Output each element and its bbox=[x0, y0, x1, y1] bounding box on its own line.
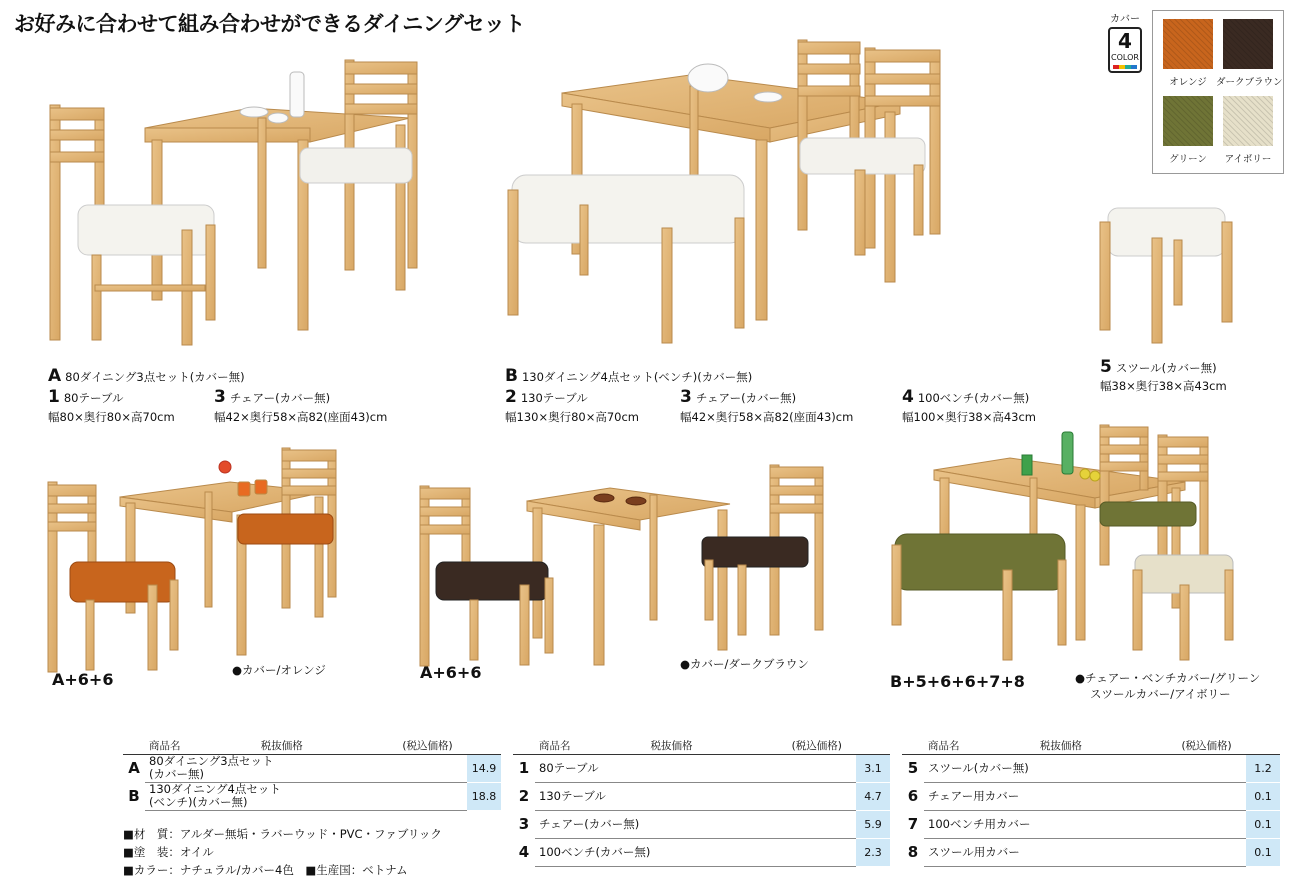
combo-3-note2: スツールカバー/アイボリー bbox=[1090, 687, 1231, 701]
item-4-dims: 幅100×奥行38×高43cm bbox=[902, 410, 1037, 424]
row-name: 130テーブル bbox=[535, 782, 856, 810]
row-name-line1: 80ダイニング3点セット bbox=[149, 754, 274, 768]
header-tax: (税込価格) bbox=[398, 738, 501, 754]
header-name: 商品名 bbox=[535, 738, 646, 754]
row-name bbox=[145, 782, 467, 810]
swatch-label: ダークブラウン bbox=[1216, 77, 1283, 88]
row-price: 0.1 bbox=[1246, 782, 1280, 810]
table-row bbox=[902, 782, 1280, 810]
item-5-label bbox=[1100, 357, 1217, 377]
table-row bbox=[513, 782, 890, 810]
product-specs bbox=[123, 825, 442, 879]
header-price: 税抜価格 bbox=[1036, 738, 1178, 754]
badge-color-word: COLOR bbox=[1111, 53, 1139, 62]
row-price: 0.1 bbox=[1246, 810, 1280, 838]
header-tax: (税込価格) bbox=[788, 738, 890, 754]
row-price: 2.3 bbox=[856, 838, 890, 866]
item-name: 100ベンチ(カバー無) bbox=[917, 391, 1030, 405]
set-b-label bbox=[505, 366, 752, 386]
row-name-line2: (ベンチ)(カバー無) bbox=[149, 795, 248, 809]
table-row bbox=[902, 838, 1280, 866]
row-name: 100ベンチ用カバー bbox=[924, 810, 1246, 838]
badge-label: カバー bbox=[1110, 14, 1140, 25]
row-code: B bbox=[128, 787, 140, 805]
row-name-line1: 130ダイニング4点セット bbox=[149, 782, 281, 796]
row-code: 4 bbox=[518, 843, 530, 861]
header-tax: (税込価格) bbox=[1177, 738, 1280, 754]
table-row bbox=[513, 754, 890, 782]
spec-color-origin bbox=[123, 861, 442, 879]
swatch-label: グリーン bbox=[1169, 154, 1207, 165]
price-table-items-1 bbox=[513, 738, 890, 867]
item-number: 3 bbox=[680, 387, 692, 407]
header-name: 商品名 bbox=[145, 738, 257, 754]
badge-count: 4 bbox=[1118, 29, 1132, 53]
item-2-dims: 幅130×奥行80×高70cm bbox=[505, 410, 640, 424]
combo-dark-brown-image bbox=[420, 465, 823, 666]
item-number: 4 bbox=[902, 387, 914, 407]
row-name-line2: (カバー無) bbox=[149, 767, 204, 781]
combo-1-note: ●カバー/オレンジ bbox=[232, 663, 326, 677]
combo-3-note: ●チェアー・ベンチカバー/グリーン bbox=[1075, 671, 1261, 685]
row-name: チェアー(カバー無) bbox=[535, 810, 856, 838]
set-b-name: 130ダイニング4点セット(ベンチ)(カバー無) bbox=[521, 370, 753, 384]
header-name: 商品名 bbox=[924, 738, 1036, 754]
item-name: チェアー(カバー無) bbox=[695, 391, 797, 405]
item-name: チェアー(カバー無) bbox=[229, 391, 331, 405]
row-price: 1.2 bbox=[1246, 754, 1280, 782]
header-price: 税抜価格 bbox=[646, 738, 787, 754]
row-price: 3.1 bbox=[856, 754, 890, 782]
item-5-dims: 幅38×奥行38×高43cm bbox=[1100, 379, 1227, 393]
table-header-row bbox=[123, 738, 501, 754]
combo-3-code: B+5+6+6+7+8 bbox=[890, 672, 1025, 691]
item-1-dims: 幅80×奥行80×高70cm bbox=[48, 410, 175, 424]
set-b-code: B bbox=[505, 366, 518, 386]
stool-image bbox=[1100, 208, 1232, 343]
item-number: 1 bbox=[48, 387, 60, 407]
row-code: 3 bbox=[518, 815, 530, 833]
table-row bbox=[513, 838, 890, 866]
page-title: お好みに合わせて組み合わせができるダイニングセット bbox=[14, 12, 525, 36]
set-a-label bbox=[48, 366, 245, 386]
item-name: スツール(カバー無) bbox=[1115, 361, 1217, 375]
row-code: A bbox=[128, 759, 140, 778]
combo-2-code: A+6+6 bbox=[420, 663, 482, 682]
table-row bbox=[902, 754, 1280, 782]
table-row bbox=[123, 782, 501, 810]
table-header-row bbox=[513, 738, 890, 754]
row-name bbox=[145, 754, 467, 782]
row-price: 5.9 bbox=[856, 810, 890, 838]
swatch-label: オレンジ bbox=[1169, 77, 1207, 88]
row-code: 1 bbox=[518, 759, 530, 778]
table-row bbox=[902, 810, 1280, 838]
combo-orange-image bbox=[48, 448, 336, 672]
set-b-bench-image bbox=[508, 175, 744, 343]
table-header-row bbox=[902, 738, 1280, 754]
item-name: 80テーブル bbox=[63, 391, 124, 405]
item-number: 3 bbox=[214, 387, 226, 407]
row-price: 4.7 bbox=[856, 782, 890, 810]
table-row bbox=[513, 810, 890, 838]
set-a-name: 80ダイニング3点セット(カバー無) bbox=[65, 370, 245, 384]
spec-color: ■カラー：ナチュラル/カバー4色 bbox=[123, 863, 294, 877]
item-3b-label bbox=[680, 387, 796, 407]
row-name: 80テーブル bbox=[535, 754, 856, 782]
row-name: チェアー用カバー bbox=[924, 782, 1246, 810]
item-number: 2 bbox=[505, 387, 517, 407]
row-name: 100ベンチ(カバー無) bbox=[535, 838, 856, 866]
row-code: 2 bbox=[518, 787, 530, 805]
combo-2-note: ●カバー/ダークブラウン bbox=[680, 657, 809, 671]
spec-finish: ■塗 装：オイル bbox=[123, 845, 214, 859]
item-3-label bbox=[214, 387, 330, 407]
price-table-items-2 bbox=[902, 738, 1280, 867]
row-name: スツール用カバー bbox=[924, 838, 1246, 866]
set-b-chairs-image bbox=[798, 40, 940, 255]
row-name: スツール(カバー無) bbox=[924, 754, 1246, 782]
combo-1-code: A+6+6 bbox=[52, 670, 114, 689]
item-2-label bbox=[505, 387, 588, 407]
item-name: 130テーブル bbox=[520, 391, 588, 405]
row-code: 6 bbox=[907, 787, 919, 805]
item-1-label bbox=[48, 387, 123, 407]
swatch-label: アイボリー bbox=[1224, 154, 1272, 165]
row-price: 18.8 bbox=[467, 782, 501, 810]
spec-material: ■材 質：アルダー無垢・ラバーウッド・PVC・ファブリック bbox=[123, 827, 442, 841]
row-price: 0.1 bbox=[1246, 838, 1280, 866]
item-3b-dims: 幅42×奥行58×高82(座面43)cm bbox=[680, 410, 854, 424]
row-code: 7 bbox=[907, 815, 919, 833]
row-price: 14.9 bbox=[467, 754, 501, 782]
set-a-code: A bbox=[48, 366, 62, 386]
spec-origin: ■生産国：ベトナム bbox=[305, 863, 408, 877]
row-code: 5 bbox=[907, 759, 919, 778]
price-table-sets bbox=[123, 738, 501, 811]
item-4-label bbox=[902, 387, 1029, 407]
item-number: 5 bbox=[1100, 357, 1112, 377]
table-row bbox=[123, 754, 501, 782]
header-price: 税抜価格 bbox=[257, 738, 399, 754]
item-3-dims: 幅42×奥行58×高82(座面43)cm bbox=[214, 410, 388, 424]
row-code: 8 bbox=[907, 843, 919, 861]
